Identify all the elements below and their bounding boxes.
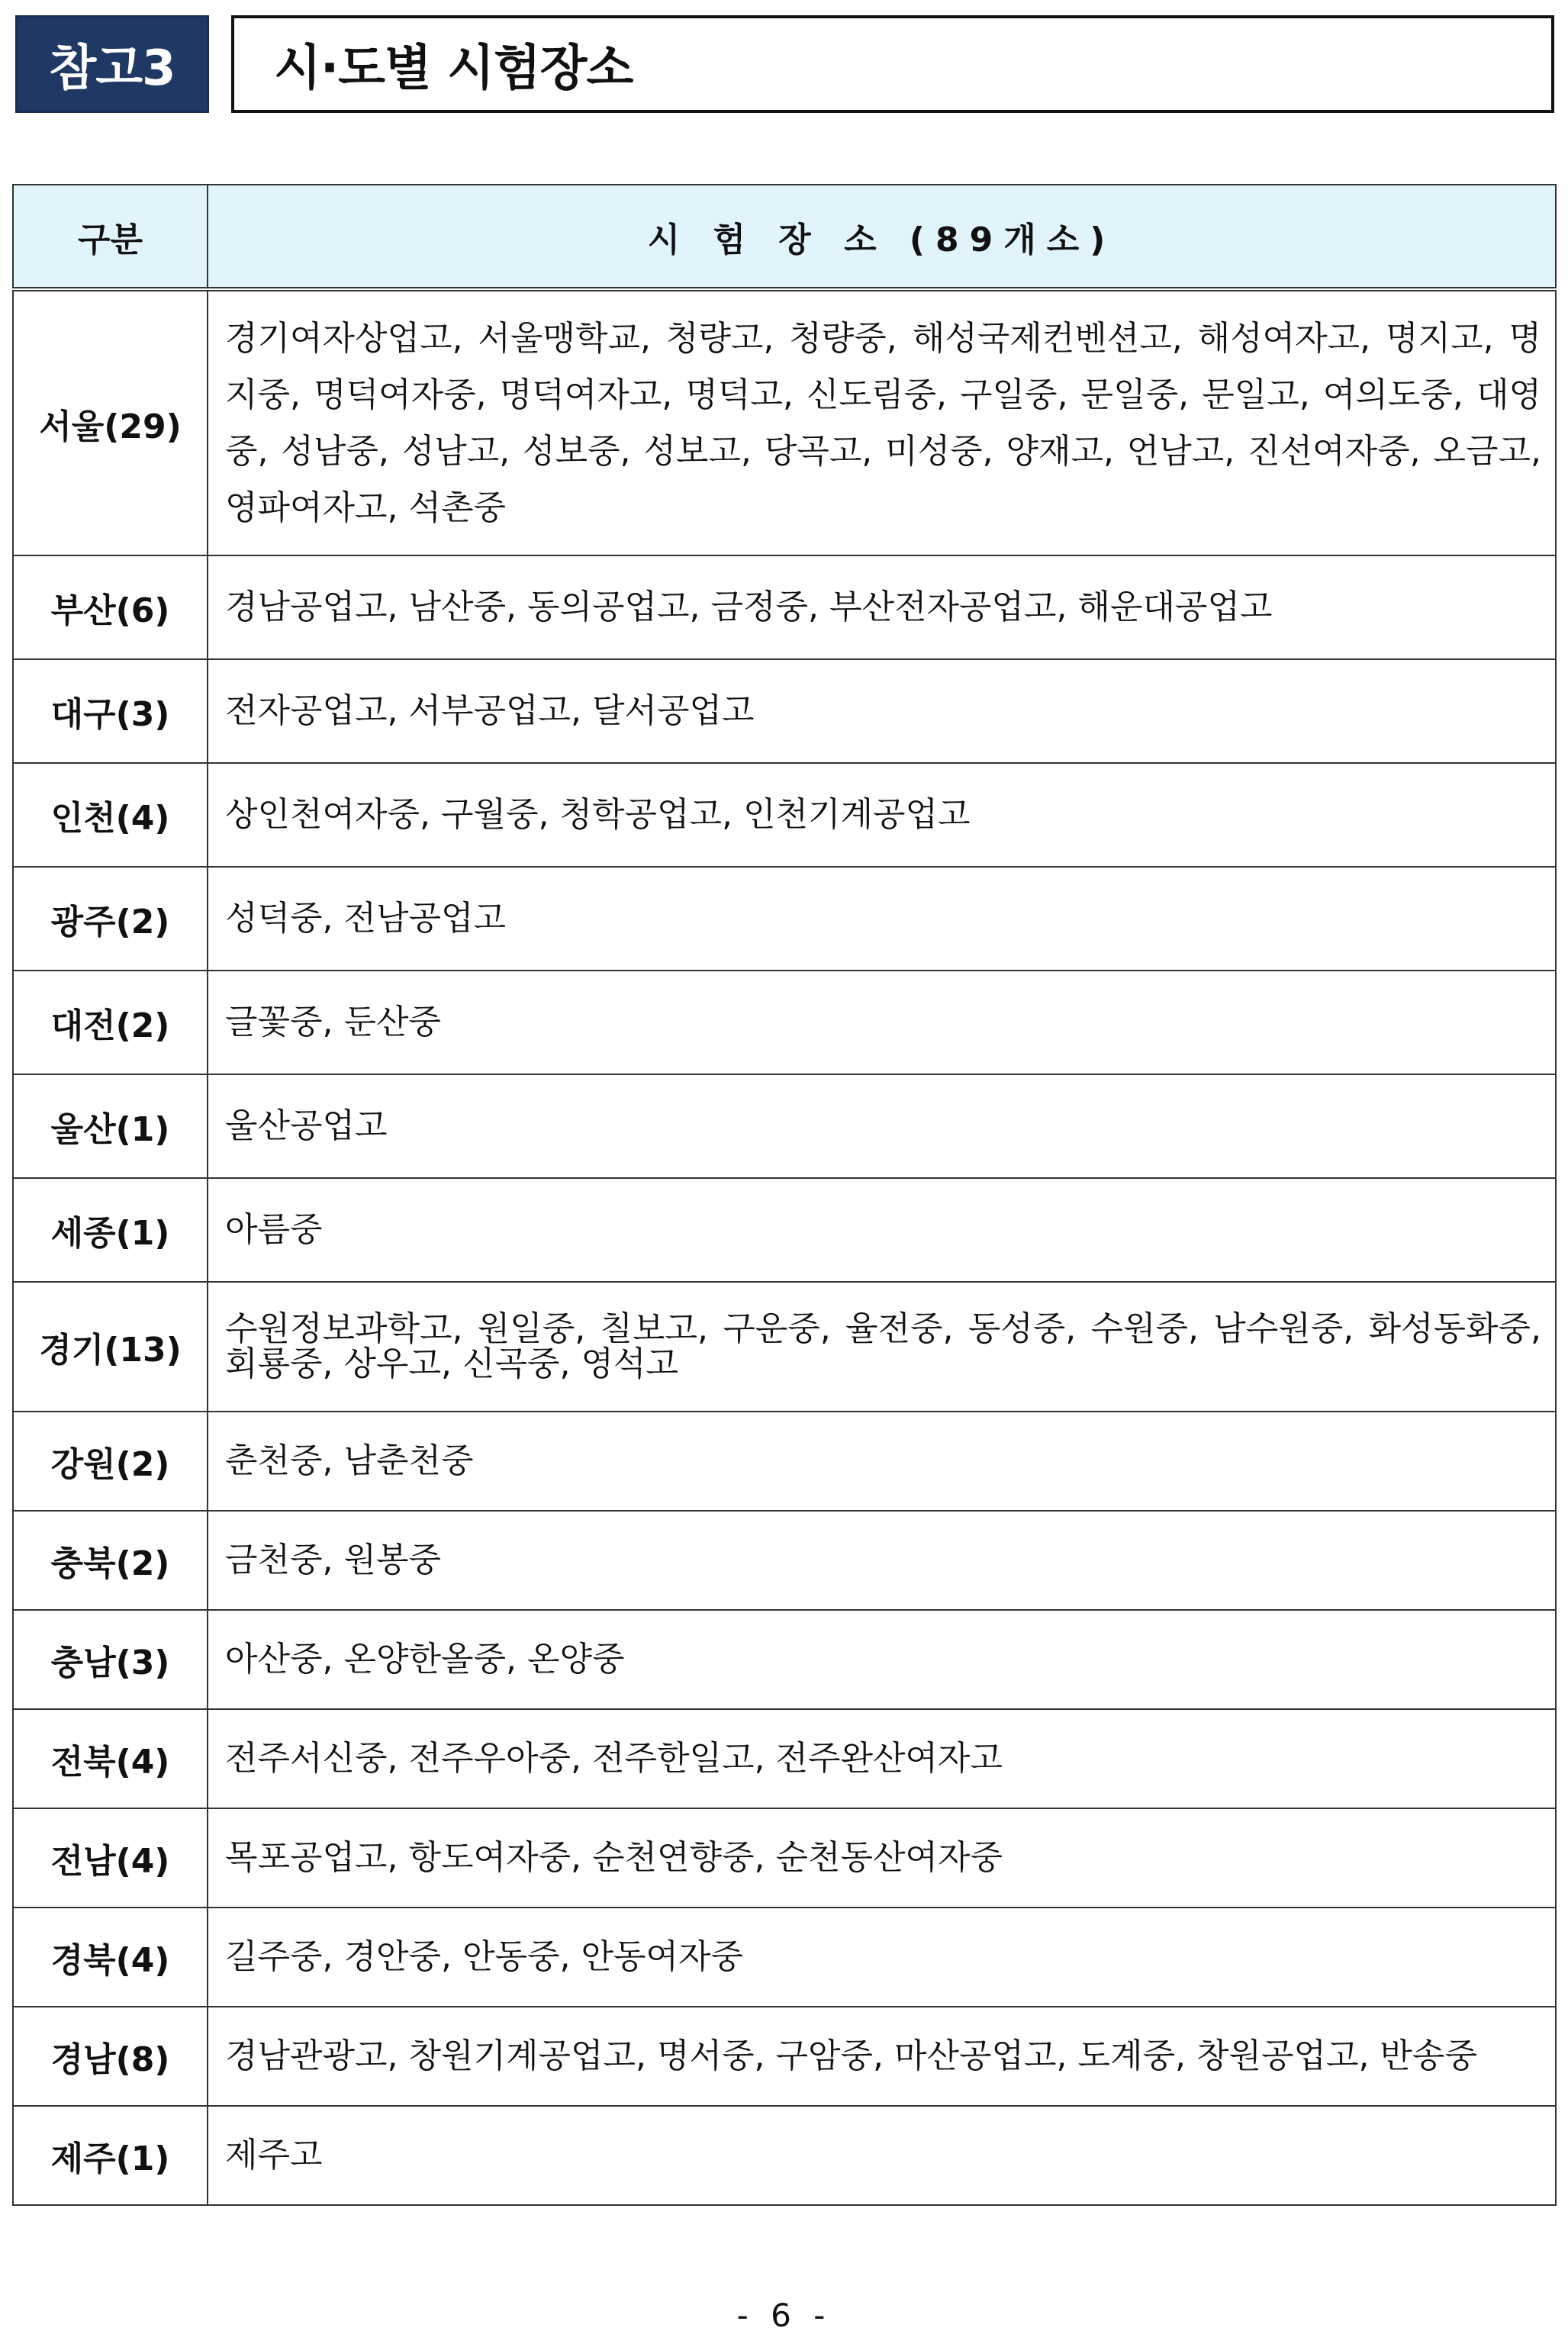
table-row-gangwon [13, 1412, 1556, 1511]
table-header-row [13, 185, 1556, 289]
places-cell: 아름중 [208, 1178, 1556, 1282]
places-cell: 경기여자상업고, 서울맹학교, 청량고, 청량중, 해성국제컨벤션고, 해성여자고, 명지고, 명지중, 명덕여자중, 명덕여자고, 명덕고, 신도림중, 구일중, 문일중, 문일고, 여의도중, 대영중, 성남중, 성남고, 성보중, 성보고, 당곡고, 미성중, 양재고, 언남고, 진선여자중, 오금고, 영파여자고, 석촌중 [208, 289, 1556, 555]
region-cell: 전북(4) [13, 1709, 208, 1808]
region-cell: 서울(29) [13, 289, 208, 555]
table-row-gyeongnam [13, 2007, 1556, 2106]
region-cell: 인천(4) [13, 763, 208, 867]
region-cell: 세종(1) [13, 1178, 208, 1282]
exam-venues-table [12, 184, 1557, 2206]
region-cell: 충남(3) [13, 1610, 208, 1709]
region-cell: 대구(3) [13, 659, 208, 763]
region-cell: 제주(1) [13, 2106, 208, 2205]
region-cell: 충북(2) [13, 1511, 208, 1610]
places-cell: 경남공업고, 남산중, 동의공업고, 금정중, 부산전자공업고, 해운대공업고 [208, 555, 1556, 659]
page-number: - 6 - [736, 2297, 832, 2334]
places-cell: 수원정보과학고, 원일중, 칠보고, 구운중, 율전중, 동성중, 수원중, 남수원중, 화성동화중, 회룡중, 상우고, 신곡중, 영석고 [208, 1282, 1556, 1412]
reference-badge: 참고3 [15, 15, 209, 113]
table-row-sejong [13, 1178, 1556, 1282]
places-cell: 전자공업고, 서부공업고, 달서공업고 [208, 659, 1556, 763]
table-row-daejeon [13, 971, 1556, 1074]
places-cell: 목포공업고, 항도여자중, 순천연향중, 순천동산여자중 [208, 1808, 1556, 1908]
table-row-jeonnam [13, 1808, 1556, 1908]
places-cell: 성덕중, 전남공업고 [208, 867, 1556, 971]
places-cell: 춘천중, 남춘천중 [208, 1412, 1556, 1511]
places-cell: 길주중, 경안중, 안동중, 안동여자중 [208, 1908, 1556, 2007]
table-row-gwangju [13, 867, 1556, 971]
places-cell: 상인천여자중, 구월중, 청학공업고, 인천기계공업고 [208, 763, 1556, 867]
places-cell: 제주고 [208, 2106, 1556, 2205]
region-cell: 광주(2) [13, 867, 208, 971]
places-cell: 글꽃중, 둔산중 [208, 971, 1556, 1074]
column-header-region: 구분 [13, 185, 208, 289]
places-cell: 금천중, 원봉중 [208, 1511, 1556, 1610]
table-row-busan [13, 555, 1556, 659]
places-cell: 아산중, 온양한올중, 온양중 [208, 1610, 1556, 1709]
table-row-chungbuk [13, 1511, 1556, 1610]
region-cell: 울산(1) [13, 1074, 208, 1178]
table-row-jeonbuk [13, 1709, 1556, 1808]
table-row-chungnam [13, 1610, 1556, 1709]
region-cell: 대전(2) [13, 971, 208, 1074]
region-cell: 전남(4) [13, 1808, 208, 1908]
table-row-daegu [13, 659, 1556, 763]
table-row-gyeongbuk [13, 1908, 1556, 2007]
table-row-jeju [13, 2106, 1556, 2205]
region-cell: 부산(6) [13, 555, 208, 659]
table-row-incheon [13, 763, 1556, 867]
places-cell: 울산공업고 [208, 1074, 1556, 1178]
region-cell: 경북(4) [13, 1908, 208, 2007]
region-cell: 경기(13) [13, 1282, 208, 1412]
places-cell: 전주서신중, 전주우아중, 전주한일고, 전주완산여자고 [208, 1709, 1556, 1808]
table-row-gyeonggi [13, 1282, 1556, 1412]
column-header-places: 시 험 장 소 (89개소) [208, 185, 1556, 289]
places-cell: 경남관광고, 창원기계공업고, 명서중, 구암중, 마산공업고, 도계중, 창원공업고, 반송중 [208, 2007, 1556, 2106]
table-row-ulsan [13, 1074, 1556, 1178]
region-cell: 강원(2) [13, 1412, 208, 1511]
region-cell: 경남(8) [13, 2007, 208, 2106]
page-title [231, 15, 1554, 113]
page-title-text: 시·도별 시험장소 [274, 40, 633, 97]
table-row-seoul [13, 289, 1556, 555]
